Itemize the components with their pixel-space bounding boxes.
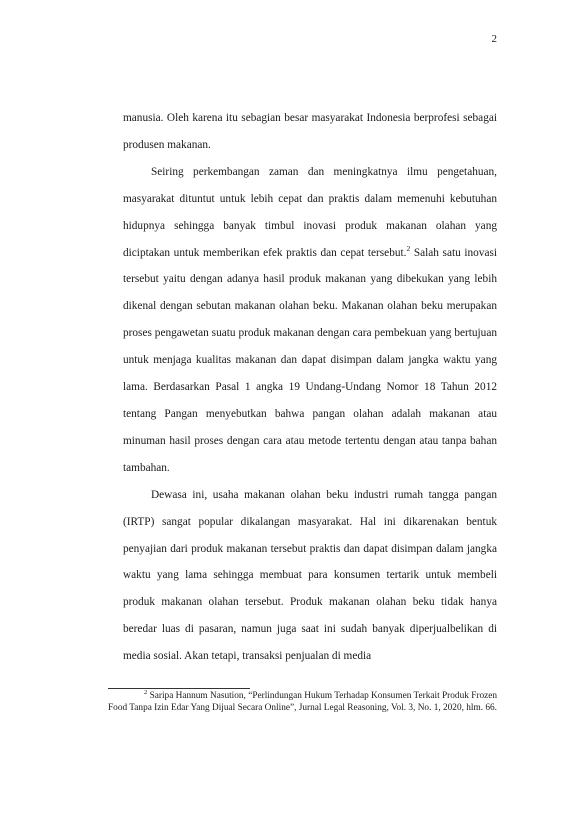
page-number: 2 [491,33,497,45]
paragraph-2-text-after-note: Salah satu inovasi tersebut yaitu dengan adanya hasil produk makanan yang dibekukan yang lebih dikenal dengan sebutan makanan olahan beku. Makanan olahan beku merupakan proses pengawetan suatu produk makanan dengan cara pembekuan yang bertujuan untuk menjaga kualitas makanan dan dapat disimpan dalam jangka waktu yang lama. Berdasarkan Pasal 1 angka 19 Undang-Undang Nomor 18 Tahun 2012 tentang Pangan menyebutkan bahwa pangan olahan adalah makanan atau minuman hasil proses dengan cara atau metode tertentu dengan atau tanpa bahan tambahan. [123,246,497,474]
paragraph-1: manusia. Oleh karena itu sebagian besar masyarakat Indonesia berprofesi sebagai produsen makanan. [123,112,497,151]
paragraph-2 [123,159,497,482]
paragraph-2-text-before-note: Seiring perkembangan zaman dan meningkatnya ilmu pengetahuan, masyarakat dituntut untuk lebih cepat dan praktis dalam memenuhi kebutuhan hidupnya sehingga banyak timbul inovasi produk makanan olahan yang diciptakan untuk memberikan efek praktis dan cepat tersebut. [123,165,497,259]
body-text [123,105,497,670]
footnote-separator [108,688,250,689]
footnote-text: Saripa Hannum Nasution, “Perlindungan Hukum Terhadap Konsumen Terkait Produk Frozen Food Tanpa Izin Edar Yang Dijual Secara Online”, Jurnal Legal Reasoning, Vol. 3, No. 1, 2020, hlm. 66. [108,691,498,714]
footnote-reference: 2 [406,243,411,253]
footnote-number: 2 [144,689,148,696]
paragraph-3: Dewasa ini, usaha makanan olahan beku industri rumah tangga pangan (IRTP) sangat popular dikalangan masyarakat. Hal ini dikarenakan bentuk penyajian dari produk makanan tersebut praktis dan dapat disimpan dalam jangka waktu yang lama sehingga membuat para konsumen tertarik untuk membeli produk makanan olahan tersebut. Produk makanan olahan beku tidak hanya beredar luas di pasaran, namun juga saat ini sudah banyak diperjualbelikan di media sosial. Akan tetapi, transaksi penjualan di media [123,488,497,663]
footnote [108,690,497,714]
